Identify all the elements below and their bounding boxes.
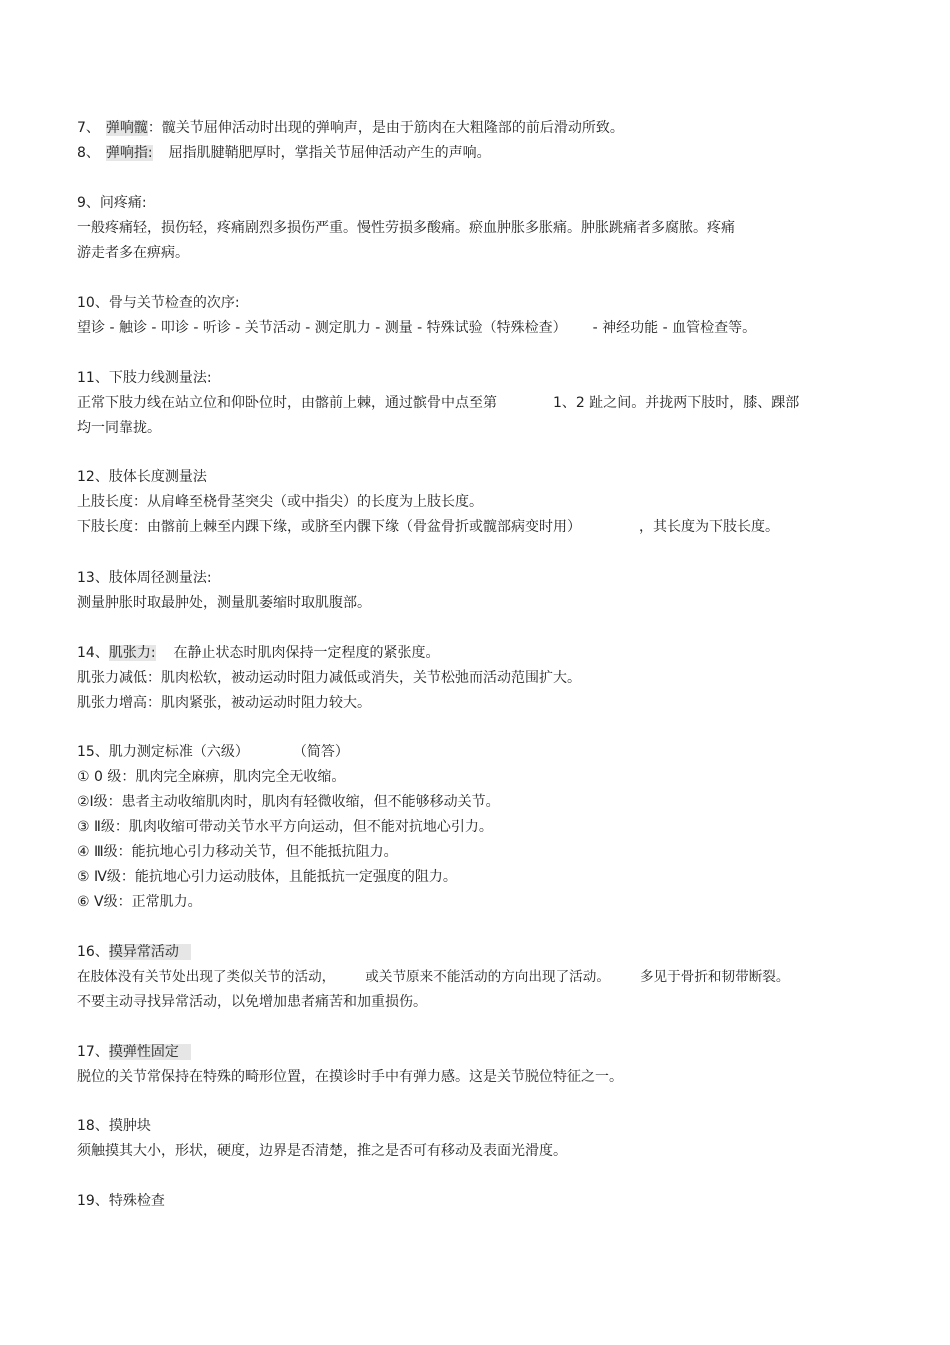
section-12-title: 12、肢体长度测量法	[77, 469, 207, 485]
section-15-title-note: （简答）	[292, 744, 349, 760]
section-9-line-2: 游走者多在痹病。	[77, 245, 189, 261]
section-13-title: 13、肢体周径测量法:	[77, 570, 212, 586]
section-11-part-a: 正常下肢力线在站立位和仰卧位时，由髂前上棘，通过髌骨中点至第	[77, 395, 497, 411]
section-14-number: 14、	[77, 645, 109, 661]
item-7	[77, 118, 624, 138]
item-7-term: 弹响髋	[105, 120, 148, 136]
section-13-line-1: 测量肿胀时取最肿处，测量肌萎缩时取肌腹部。	[77, 595, 371, 611]
section-18-title: 18、摸肿块	[77, 1118, 151, 1134]
section-12-line-1: 上肢长度：从肩峰至桡骨茎突尖（或中指尖）的长度为上肢长度。	[77, 494, 483, 510]
section-10-part-a: 望诊 - 触诊 - 叩诊 - 听诊 - 关节活动 - 测定肌力 - 测量 - 特殊试验（特殊检查）	[77, 320, 567, 336]
section-16-line-1	[77, 967, 790, 987]
section-14-line-2: 肌张力增高：肌肉紧张，被动运动时阻力较大。	[77, 695, 371, 711]
section-15-title	[77, 742, 349, 762]
grade-2: ③ Ⅱ级：肌肉收缩可带动关节水平方向运动，但不能对抗地心引力。	[77, 819, 493, 835]
section-10-part-b: - 神经功能 - 血管检查等。	[592, 320, 757, 336]
item-8-term: 弹响指:	[105, 145, 153, 161]
section-12-part-a: 下肢长度：由髂前上棘至内踝下缘，或脐至内髁下缘（骨盆骨折或髋部病变时用）	[77, 519, 581, 535]
section-17-number: 17、	[77, 1044, 109, 1060]
section-16-number: 16、	[77, 944, 109, 960]
section-11-part-b: 1、2 趾之间。并拢两下肢时，膝、踝部	[553, 395, 800, 411]
section-16-part-b: 或关节原来不能活动的方向出现了活动。	[365, 969, 610, 985]
section-16-title	[77, 942, 191, 962]
grade-4: ⑤ Ⅳ级：能抗地心引力运动肢体，且能抵抗一定强度的阻力。	[77, 869, 457, 885]
section-9-title: 9、问疼痛:	[77, 195, 147, 211]
section-16-line-2: 不要主动寻找异常活动，以免增加患者痛苦和加重损伤。	[77, 994, 427, 1010]
grade-3: ④ Ⅲ级：能抗地心引力移动关节，但不能抵抗阻力。	[77, 844, 398, 860]
section-17-title	[77, 1042, 191, 1062]
section-17-term: 摸弹性固定	[109, 1044, 191, 1060]
section-16-part-a: 在肢体没有关节处出现了类似关节的活动，	[77, 969, 336, 985]
item-8-text: 屈指肌腱鞘肥厚时，掌指关节屈伸活动产生的声响。	[168, 145, 491, 161]
section-17-line-1: 脱位的关节常保持在特殊的畸形位置，在摸诊时手中有弹力感。这是关节脱位特征之一。	[77, 1069, 623, 1085]
section-12-part-b: ，其长度为下肢长度。	[639, 519, 779, 535]
section-11-title: 11、下肢力线测量法:	[77, 370, 212, 386]
section-16-part-c: 多见于骨折和韧带断裂。	[639, 969, 790, 985]
section-11-line-1	[77, 393, 799, 413]
section-16-term: 摸异常活动	[109, 944, 191, 960]
item-7-number: 7、	[77, 120, 100, 136]
section-14-title	[77, 643, 440, 663]
section-10-title: 10、骨与关节检查的次序:	[77, 295, 240, 311]
section-15-title-main: 15、肌力测定标准（六级）	[77, 744, 249, 760]
section-9-line-1: 一般疼痛轻，损伤轻，疼痛剧烈多损伤严重。慢性劳损多酸痛。瘀血肿胀多胀痛。肿胀跳痛者多腐脓。疼痛	[77, 220, 735, 236]
section-19-title: 19、特殊检查	[77, 1193, 165, 1209]
section-18-line-1: 须触摸其大小，形状，硬度，边界是否清楚，推之是否可有移动及表面光滑度。	[77, 1143, 567, 1159]
item-7-text: ：髋关节屈伸活动时出现的弹响声，是由于筋肉在大粗隆部的前后滑动所致。	[147, 120, 624, 136]
grade-1: ②Ⅰ级：患者主动收缩肌肉时，肌肉有轻微收缩，但不能够移动关节。	[77, 794, 500, 810]
grade-0: ① 0 级：肌肉完全麻痹，肌肉完全无收缩。	[77, 769, 346, 785]
item-8-number: 8、	[77, 145, 100, 161]
grade-5: ⑥ Ⅴ级：正常肌力。	[77, 894, 202, 910]
section-10-line-1	[77, 318, 756, 338]
section-14-text: 在静止状态时肌肉保持一定程度的紧张度。	[173, 645, 440, 661]
section-14-line-1: 肌张力减低：肌肉松软，被动运动时阻力减低或消失，关节松弛而活动范围扩大。	[77, 670, 581, 686]
section-11-line-2: 均一同靠拢。	[77, 420, 161, 436]
item-8	[77, 143, 491, 163]
section-14-term: 肌张力:	[108, 645, 156, 661]
section-12-line-2	[77, 517, 779, 537]
